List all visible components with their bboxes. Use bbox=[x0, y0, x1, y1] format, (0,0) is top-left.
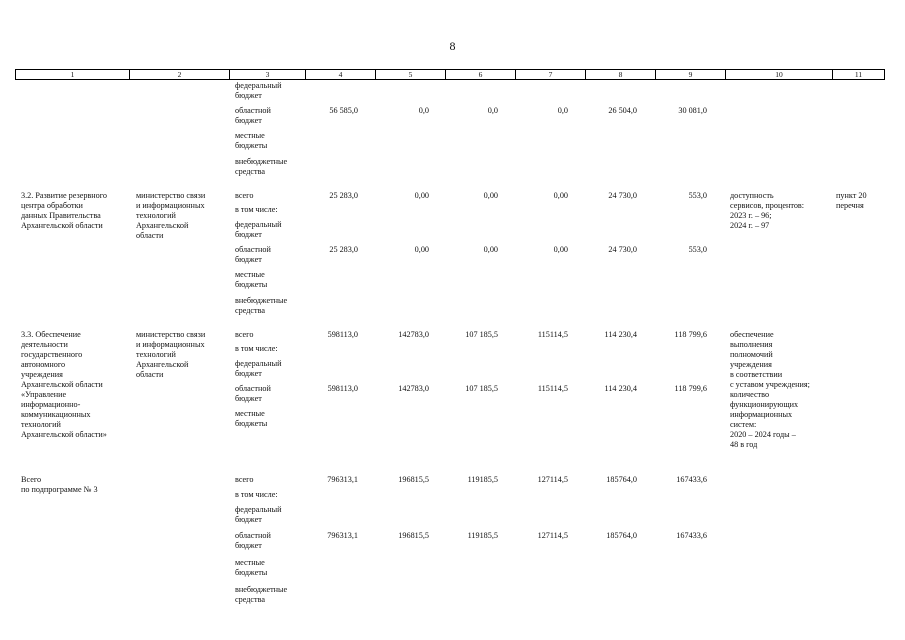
amount-value: 114 230,4 bbox=[604, 330, 637, 339]
funding-source: в том числе: bbox=[235, 490, 278, 499]
amount-value: 185764,0 bbox=[606, 475, 637, 484]
amount-value: 25 283,0 bbox=[329, 245, 358, 254]
column-number: 3 bbox=[230, 70, 306, 80]
amount-value: 598113,0 bbox=[327, 330, 358, 339]
funding-source: внебюджетные средства bbox=[235, 296, 288, 315]
amount-value: 115114,5 bbox=[537, 330, 568, 339]
amount-value: 196815,5 bbox=[398, 475, 429, 484]
amount-value: 24 730,0 bbox=[608, 191, 637, 200]
responsible-executor: министерство связи и информационных технологий Архангельской области bbox=[136, 191, 206, 240]
amount-value: 56 585,0 bbox=[329, 106, 358, 115]
amount-value: 142783,0 bbox=[398, 384, 429, 393]
funding-source: внебюджетные средства bbox=[235, 585, 288, 604]
amount-value: 0,00 bbox=[553, 245, 568, 254]
amount-value: 0,00 bbox=[483, 245, 498, 254]
amount-value: 796313,1 bbox=[327, 531, 358, 540]
column-number: 10 bbox=[726, 70, 833, 80]
amount-value: 25 283,0 bbox=[329, 191, 358, 200]
amount-value: 0,00 bbox=[483, 191, 498, 200]
amount-value: 0,0 bbox=[557, 106, 568, 115]
funding-source: внебюджетные средства bbox=[235, 157, 288, 176]
funding-source: местные бюджеты bbox=[235, 270, 268, 289]
responsible-executor: министерство связи и информационных технологий Архангельской области bbox=[136, 330, 206, 379]
activity-name: 3.3. Обеспечение деятельности государственного автономного учреждения Архангельской области «Управление информационно- коммуникационных технологий Архангельской области» bbox=[21, 330, 107, 439]
amount-value: 115114,5 bbox=[537, 384, 568, 393]
funding-source: областной бюджет bbox=[235, 531, 271, 550]
column-number: 6 bbox=[446, 70, 516, 80]
amount-value: 119185,5 bbox=[467, 475, 498, 484]
funding-source: областной бюджет bbox=[235, 384, 271, 403]
amount-value: 0,00 bbox=[553, 191, 568, 200]
funding-source: областной бюджет bbox=[235, 106, 271, 125]
amount-value: 119185,5 bbox=[467, 531, 498, 540]
funding-source: федеральный бюджет bbox=[235, 505, 282, 524]
funding-source: местные бюджеты bbox=[235, 131, 268, 150]
page-number: 8 bbox=[449, 39, 456, 53]
amount-value: 127114,5 bbox=[537, 475, 568, 484]
amount-value: 114 230,4 bbox=[604, 384, 637, 393]
amount-value: 107 185,5 bbox=[465, 384, 498, 393]
amount-value: 118 799,6 bbox=[674, 384, 707, 393]
amount-value: 796313,1 bbox=[327, 475, 358, 484]
amount-value: 107 185,5 bbox=[465, 330, 498, 339]
funding-source: федеральный бюджет bbox=[235, 220, 282, 239]
amount-value: 167433,6 bbox=[676, 475, 707, 484]
activity-name: 3.2. Развитие резервного центра обработки данных Правительства Архангельской области bbox=[21, 191, 108, 230]
column-number: 8 bbox=[586, 70, 656, 80]
funding-source: всего bbox=[235, 191, 254, 200]
amount-value: 0,00 bbox=[414, 245, 429, 254]
funding-source: областной бюджет bbox=[235, 245, 271, 264]
funding-source: федеральный бюджет bbox=[235, 81, 282, 100]
amount-value: 185764,0 bbox=[606, 531, 637, 540]
amount-value: 553,0 bbox=[688, 191, 707, 200]
column-number-header bbox=[15, 69, 885, 80]
expected-result: доступность сервисов, процентов: 2023 г. – 96; 2024 г. – 97 bbox=[730, 191, 805, 230]
funding-source: в том числе: bbox=[235, 344, 278, 353]
funding-source: в том числе: bbox=[235, 205, 278, 214]
amount-value: 0,0 bbox=[418, 106, 429, 115]
amount-value: 127114,5 bbox=[537, 531, 568, 540]
amount-value: 30 081,0 bbox=[678, 106, 707, 115]
amount-value: 553,0 bbox=[688, 245, 707, 254]
amount-value: 118 799,6 bbox=[674, 330, 707, 339]
amount-value: 167433,6 bbox=[676, 531, 707, 540]
column-number: 4 bbox=[306, 70, 376, 80]
funding-source: всего bbox=[235, 330, 254, 339]
amount-value: 24 730,0 bbox=[608, 245, 637, 254]
amount-value: 196815,5 bbox=[398, 531, 429, 540]
funding-source: всего bbox=[235, 475, 254, 484]
funding-source: местные бюджеты bbox=[235, 409, 268, 428]
plan-reference: пункт 20 перечня bbox=[836, 191, 867, 210]
column-number: 11 bbox=[833, 70, 885, 80]
column-number: 9 bbox=[656, 70, 726, 80]
amount-value: 598113,0 bbox=[327, 384, 358, 393]
column-number: 5 bbox=[376, 70, 446, 80]
column-number: 1 bbox=[16, 70, 130, 80]
expected-result: обеспечение выполнения полномочий учреждения в соответствии с уставом учреждения; количество функционирующих информационных систем: 2020 – 2024 годы – 48 в год bbox=[730, 330, 810, 449]
column-number: 2 bbox=[130, 70, 230, 80]
amount-value: 0,0 bbox=[487, 106, 498, 115]
amount-value: 142783,0 bbox=[398, 330, 429, 339]
amount-value: 26 504,0 bbox=[608, 106, 637, 115]
subprogram-total-label: Всего по подпрограмме № 3 bbox=[21, 475, 98, 494]
funding-source: местные бюджеты bbox=[235, 558, 268, 577]
funding-source: федеральный бюджет bbox=[235, 359, 282, 378]
amount-value: 0,00 bbox=[414, 191, 429, 200]
column-number: 7 bbox=[516, 70, 586, 80]
